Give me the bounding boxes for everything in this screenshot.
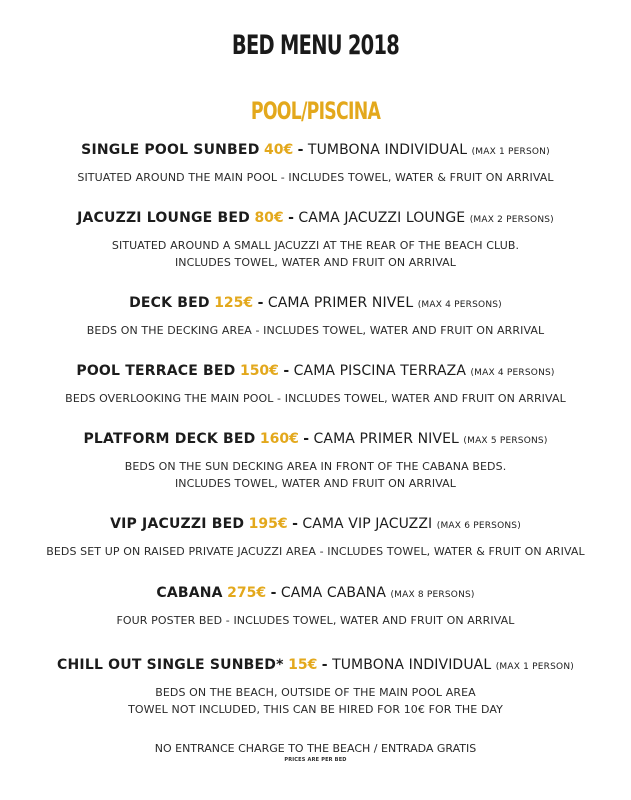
item-name-spanish: CAMA PISCINA TERRAZA: [293, 363, 466, 379]
item-price: 80€: [254, 210, 284, 226]
item-name: VIP JACUZZI BED: [110, 516, 245, 532]
menu-item-platform-deck-bed: [0, 430, 631, 492]
item-capacity: (MAX 6 PERSONS): [436, 521, 521, 531]
item-description-line: BEDS SET UP ON RAISED PRIVATE JACUZZI AREA - INCLUDES TOWEL, WATER & FRUIT ON ARIVAL: [46, 545, 585, 558]
menu-item-header: [0, 430, 631, 450]
item-capacity: (MAX 1 PERSON): [471, 147, 550, 157]
item-price: 150€: [239, 363, 279, 379]
item-capacity: (MAX 4 PERSONS): [470, 368, 555, 378]
item-separator: -: [292, 516, 298, 532]
entrance-note: NO ENTRANCE CHARGE TO THE BEACH / ENTRADA GRATIS: [154, 742, 477, 755]
item-separator: -: [288, 210, 294, 226]
item-description-line: INCLUDES TOWEL, WATER AND FRUIT ON ARRIVAL: [174, 477, 457, 490]
item-price: 15€: [288, 657, 318, 673]
item-price: 275€: [227, 585, 267, 601]
item-name-spanish: CAMA VIP JACUZZI: [302, 516, 433, 532]
item-description-line: TOWEL NOT INCLUDED, THIS CAN BE HIRED FOR 10€ FOR THE DAY: [128, 703, 503, 716]
menu-item-header: [0, 515, 631, 535]
item-description: [0, 390, 631, 407]
item-description-line: BEDS ON THE DECKING AREA - INCLUDES TOWEL, WATER AND FRUIT ON ARRIVAL: [86, 324, 545, 337]
item-capacity: (MAX 5 PERSONS): [463, 436, 548, 446]
item-description: [0, 322, 631, 339]
menu-item-header: [0, 656, 631, 676]
item-capacity: (MAX 4 PERSONS): [417, 300, 502, 310]
menu-item-cabana: [0, 584, 631, 629]
prices-note: PRICES ARE PER BED: [284, 757, 347, 763]
item-description: [0, 612, 631, 629]
item-price: 125€: [214, 295, 254, 311]
item-name: PLATFORM DECK BED: [83, 431, 256, 447]
menu-item-single-pool-sunbed: [0, 141, 631, 186]
item-name-spanish: TUMBONA INDIVIDUAL: [332, 657, 492, 673]
item-price: 195€: [248, 516, 288, 532]
menu-item-jacuzzi-lounge-bed: [0, 209, 631, 271]
item-name-spanish: CAMA PRIMER NIVEL: [313, 431, 459, 447]
item-name: DECK BED: [129, 295, 210, 311]
item-capacity: (MAX 1 PERSON): [495, 662, 574, 672]
item-name: SINGLE POOL SUNBED: [81, 142, 260, 158]
item-description-line: BEDS OVERLOOKING THE MAIN POOL - INCLUDES TOWEL, WATER AND FRUIT ON ARRIVAL: [65, 392, 566, 405]
menu-item-chill-out-single-sunbed: [0, 656, 631, 718]
menu-footer: [0, 741, 631, 764]
item-description: [0, 169, 631, 186]
item-name: POOL TERRACE BED: [76, 363, 236, 379]
item-description-line: INCLUDES TOWEL, WATER AND FRUIT ON ARRIVAL: [174, 256, 457, 269]
item-price: 160€: [259, 431, 299, 447]
item-name: CHILL OUT SINGLE SUNBED*: [57, 657, 284, 673]
item-name-spanish: CAMA PRIMER NIVEL: [267, 295, 414, 311]
item-separator: -: [321, 657, 328, 673]
menu-item-header: [0, 362, 631, 382]
menu-item-deck-bed: [0, 294, 631, 339]
menu-title: BED MENU 2018: [231, 30, 400, 61]
item-name-spanish: CAMA CABANA: [280, 585, 387, 601]
item-separator: -: [257, 295, 264, 311]
menu-item-header: [0, 584, 631, 604]
item-description: [0, 543, 631, 560]
item-separator: -: [303, 431, 310, 447]
menu-item-vip-jacuzzi-bed: [0, 515, 631, 560]
item-separator: -: [270, 585, 277, 601]
item-name-spanish: CAMA JACUZZI LOUNGE: [298, 210, 466, 226]
item-name: JACUZZI LOUNGE BED: [77, 210, 250, 226]
item-separator: -: [297, 142, 304, 158]
item-description-line: BEDS ON THE BEACH, OUTSIDE OF THE MAIN POOL AREA: [155, 686, 476, 699]
menu-item-pool-terrace-bed: [0, 362, 631, 407]
item-description-line: SITUATED AROUND A SMALL JACUZZI AT THE REAR OF THE BEACH CLUB.: [111, 239, 520, 252]
item-capacity: (MAX 8 PERSONS): [390, 590, 475, 600]
item-description-line: SITUATED AROUND THE MAIN POOL - INCLUDES TOWEL, WATER & FRUIT ON ARRIVAL: [77, 171, 554, 184]
menu-item-header: [0, 294, 631, 314]
menu-item-header: [0, 141, 631, 161]
item-separator: -: [283, 363, 290, 379]
section-heading: POOL/PISCINA: [250, 97, 381, 125]
item-description: [0, 458, 631, 492]
item-description: [0, 237, 631, 271]
item-name: CABANA: [156, 585, 223, 601]
item-description-line: FOUR POSTER BED - INCLUDES TOWEL, WATER AND FRUIT ON ARRIVAL: [116, 614, 515, 627]
item-name-spanish: TUMBONA INDIVIDUAL: [307, 142, 468, 158]
item-description-line: BEDS ON THE SUN DECKING AREA IN FRONT OF THE CABANA BEDS.: [124, 460, 507, 473]
menu-item-header: [0, 209, 631, 229]
item-description: [0, 684, 631, 718]
item-capacity: (MAX 2 PERSONS): [469, 215, 554, 225]
item-price: 40€: [263, 142, 294, 158]
